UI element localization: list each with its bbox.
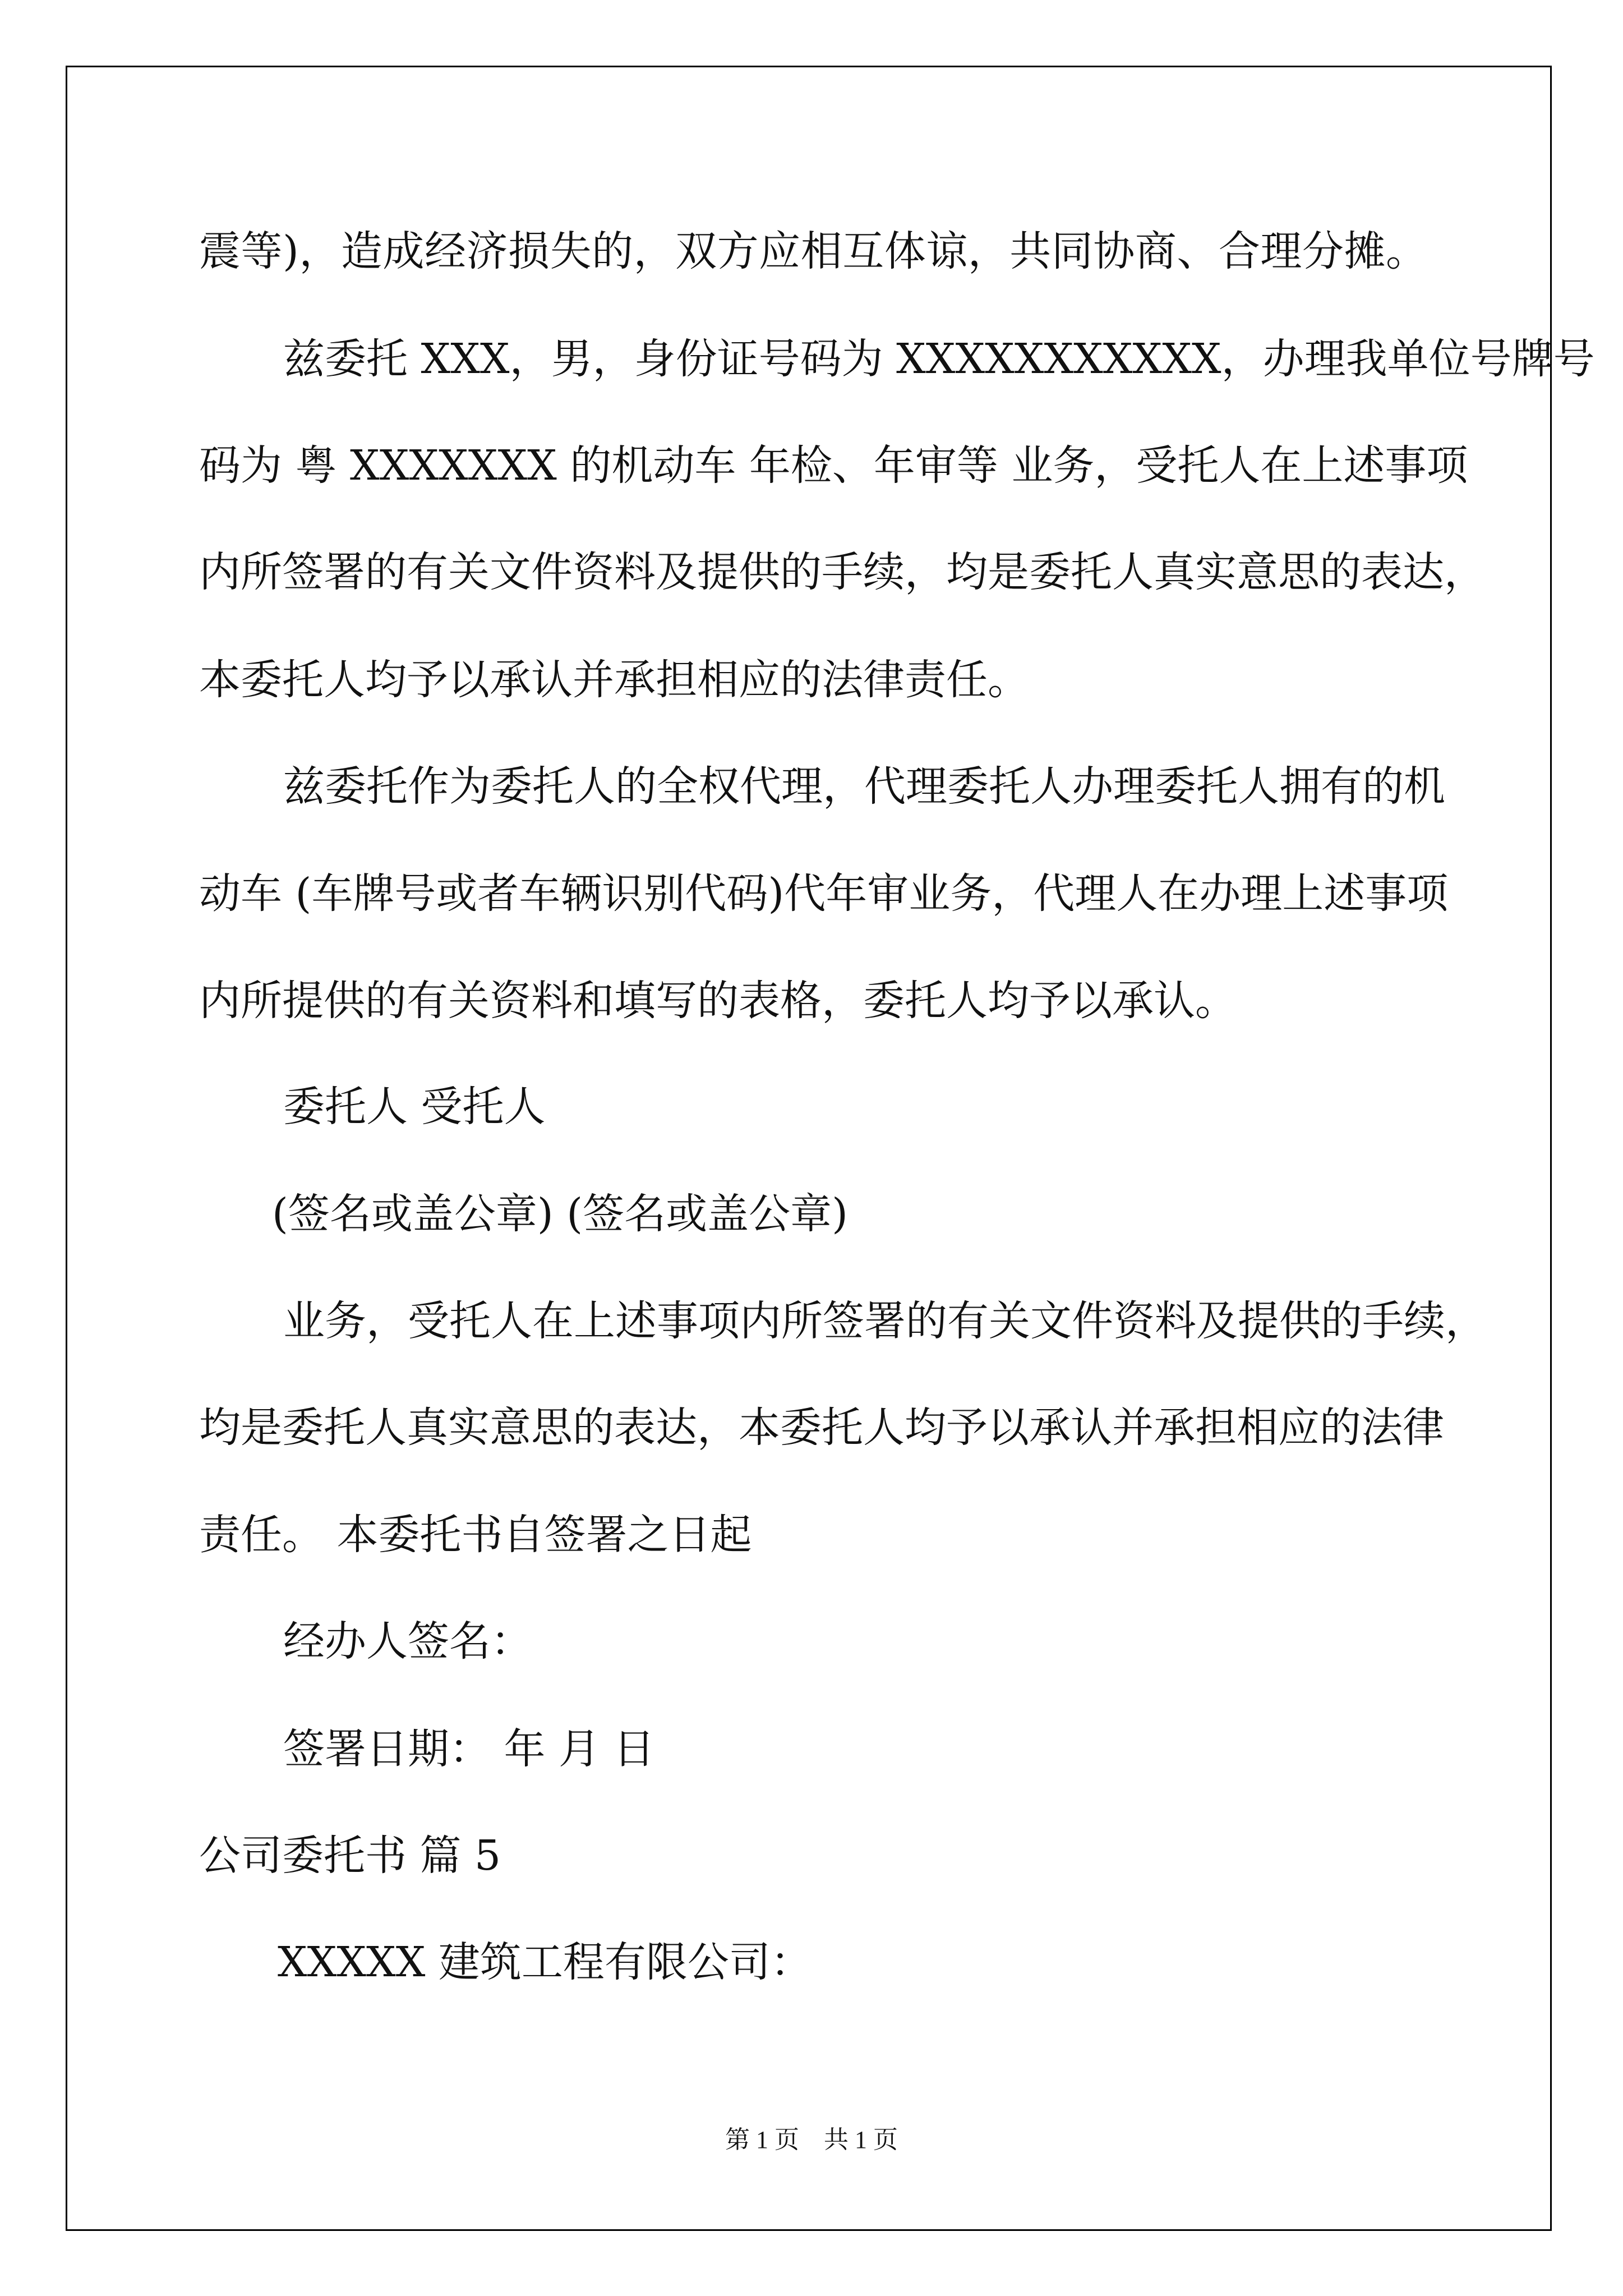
text-line-9: 委托人 受托人 xyxy=(283,1083,546,1131)
text-line-7: 动车 (车牌号或者车辆识别代码)代年审业务，代理人在办理上述事项 xyxy=(199,869,1449,918)
text-line-4: 内所签署的有关文件资料及提供的手续，均是委托人真实意思的表达， xyxy=(199,548,1486,596)
section-heading: 公司委托书 篇 5 xyxy=(199,1832,501,1880)
text-line-15: 签署日期： 年 月 日 xyxy=(283,1725,655,1773)
text-line-11: 业务，受托人在上述事项内所签署的有关文件资料及提供的手续， xyxy=(283,1297,1487,1345)
text-line-12: 均是委托人真实意思的表达，本委托人均予以承认并承担相应的法律 xyxy=(199,1404,1444,1452)
text-line-1: 震等)，造成经济损失的，双方应相互体谅，共同协商、合理分摊。 xyxy=(199,227,1427,275)
page-footer: 第 1 页 共 1 页 xyxy=(725,2126,898,2154)
text-line-17: XXXXX 建筑工程有限公司： xyxy=(278,1938,812,1986)
text-line-6: 兹委托作为委托人的全权代理，代理委托人办理委托人拥有的机 xyxy=(283,762,1445,811)
text-line-13: 责任。 本委托书自签署之日起 xyxy=(199,1511,752,1559)
text-line-3: 码为 粤 XXXXXXX 的机动车 年检、年审等 业务，受托人在上述事项 xyxy=(199,441,1468,490)
page-border xyxy=(66,66,1595,2231)
text-line-5: 本委托人均予以承认并承担相应的法律责任。 xyxy=(199,656,1029,704)
text-line-2: 兹委托 XXX，男，身份证号码为 XXXXXXXXXXX，办理我单位号牌号 xyxy=(283,335,1595,383)
text-line-8: 内所提供的有关资料和填写的表格，委托人均予以承认。 xyxy=(199,977,1237,1025)
text-line-14: 经办人签名： xyxy=(283,1617,532,1665)
text-line-10: (签名或盖公章) (签名或盖公章) xyxy=(272,1190,849,1238)
